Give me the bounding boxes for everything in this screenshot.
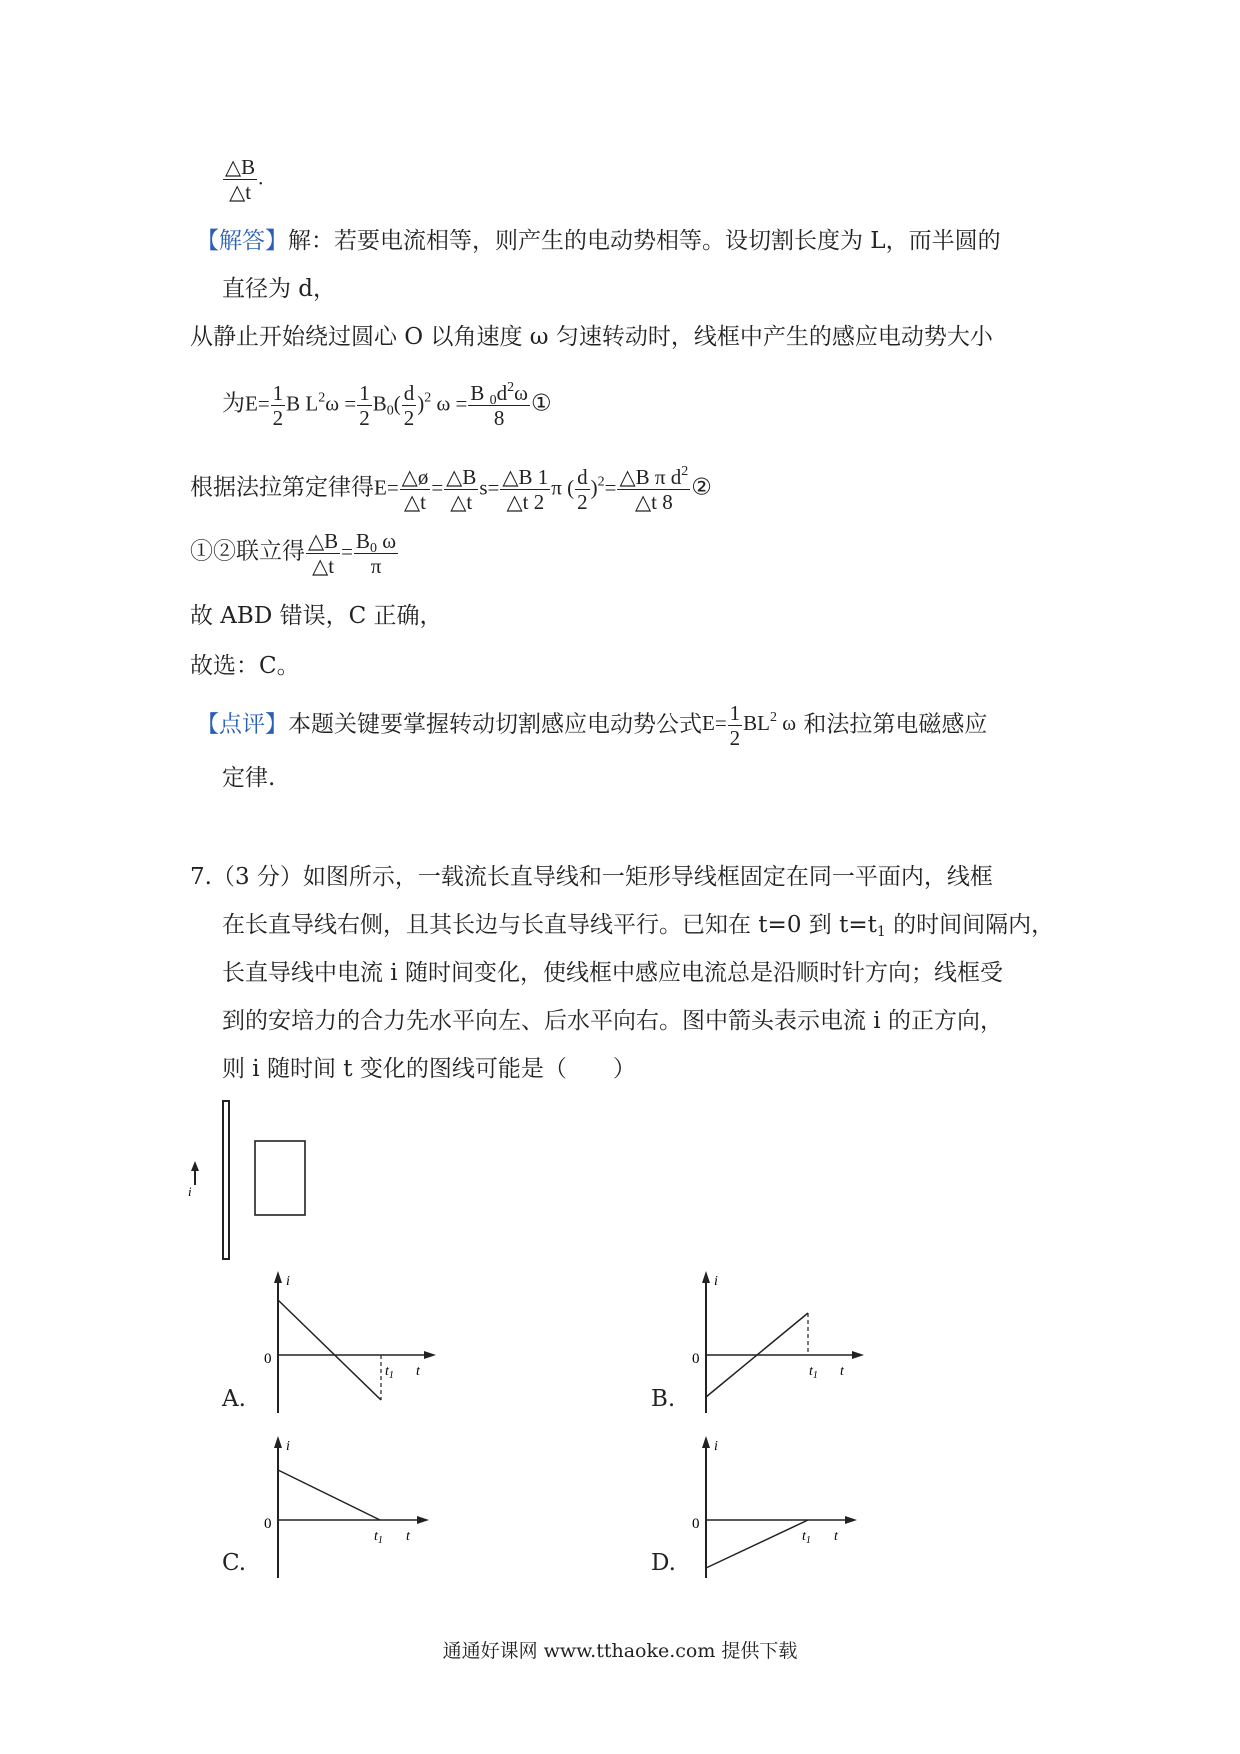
option-a-current-line [278, 1300, 381, 1400]
answer-line-1 [196, 230, 1001, 253]
option-b-y-arrow-icon [702, 1271, 710, 1283]
question-line-5: 则 i 随时间 t 变化的图线可能是（ ） [222, 1056, 636, 1082]
question-line-2-b: 的时间间隔内， [885, 912, 1055, 938]
option-c-letter: C. [222, 1550, 247, 1576]
eq1-p5: ( [393, 391, 401, 416]
eq2-f3-num: △B 1 [502, 465, 549, 489]
review-eq-num: 1 [729, 701, 741, 725]
eq1-mark: ① [530, 390, 552, 416]
option-d-y-arrow-icon [702, 1436, 710, 1448]
eq2-f2-num: △B [446, 465, 477, 489]
option-d-t1 [802, 1529, 811, 1546]
review-line-1 [196, 702, 987, 749]
option-b-t-arrow-icon [852, 1351, 864, 1359]
option-c-y-arrow-icon [274, 1436, 282, 1448]
option-c-t1 [374, 1529, 383, 1546]
option-b-letter: B. [651, 1386, 676, 1412]
eq1-f4-d: ω [514, 381, 528, 405]
eq2-pi: π ( [551, 475, 575, 500]
eq2-f1-den: △t [404, 490, 426, 515]
answer-tag: 【解答】 [196, 228, 288, 254]
option-d-current-line [706, 1520, 808, 1568]
eq1-p7: ω = [436, 391, 468, 416]
eq3-lead: ①②联立得 [190, 538, 305, 564]
eq1-f4-c: d [496, 381, 508, 405]
eq1-lead: 为 [222, 390, 245, 416]
option-b-t1-sub: 1 [812, 1370, 818, 1381]
option-c-current-line [278, 1470, 380, 1520]
wire-and-loop-figure [185, 1095, 325, 1265]
option-a-ylabel: i [286, 1274, 290, 1289]
long-straight-wire [223, 1101, 229, 1259]
eq1-f2-den: 2 [359, 406, 370, 431]
review-eq-e: E= [702, 711, 727, 736]
eq3-f2-a: B [356, 529, 371, 553]
option-a-y-arrow-icon [274, 1271, 282, 1283]
option-a-letter: A. [222, 1386, 246, 1412]
option-c-t-arrow-icon [417, 1516, 429, 1524]
option-b-t1 [809, 1364, 818, 1381]
eq1-p6: ) [417, 391, 425, 416]
option-a-origin: 0 [264, 1351, 272, 1367]
answer-line-2: 直径为 d， [222, 276, 337, 302]
option-d-t1-sub: 1 [805, 1535, 811, 1546]
eq1-e: E= [245, 391, 270, 416]
question-line-4: 到的安培力的合力先水平向左、后水平向右。图中箭头表示电流 i 的正方向， [222, 1008, 1003, 1034]
answer-select: 故选：C。 [190, 653, 300, 679]
eq2-close: ) [590, 475, 598, 500]
option-d-letter: D. [651, 1550, 676, 1576]
equation-2: 根据法拉第定律得E= $\frac{\triangle ø}{\triangle t}$ = $\frac{\triangle B}{\triangle t}$ s= $\frac{\triangle B 1}{\triangle t 2}$ π ( $\frac{d}{2}$ )$^2$= $\frac{\triangle B \pi d^2}{\triangle t 8}$ ② [190, 464, 712, 515]
option-a-t1 [385, 1364, 394, 1381]
option-a-tlabel: t [416, 1364, 420, 1379]
top-fraction [222, 156, 263, 203]
eq1-p2: ω = [325, 391, 357, 416]
eq1-f4-b: 0 [489, 393, 497, 408]
option-a-t1-main: t [385, 1364, 389, 1379]
eq1-f3-num: d [403, 381, 415, 405]
eq2-f2-den: △t [450, 490, 473, 515]
eq3-f2-c: ω [377, 529, 397, 553]
eq2-f3-den: △t 2 [506, 490, 545, 515]
current-arrowhead-icon [191, 1161, 199, 1171]
option-b-t1-main: t [809, 1364, 813, 1379]
fraction-denominator: △t [229, 180, 252, 205]
eq2-f1-num: △ø [401, 465, 429, 489]
option-a-graph [256, 1265, 441, 1415]
question-line-3: 长直导线中电流 i 随时间变化，使线框中感应电流总是沿顺时针方向；线框受 [222, 960, 1003, 986]
eq3-eq: = [341, 539, 354, 564]
eq1-p3: B [372, 391, 387, 416]
eq3-f1-num: △B [308, 529, 339, 553]
option-c-graph [256, 1430, 441, 1580]
answer-line-3: 从静止开始绕过圆心 O 以角速度 ω 匀速转动时，线框中产生的感应电动势大小 [190, 324, 993, 350]
option-d-t-arrow-icon [845, 1516, 857, 1524]
option-c-origin: 0 [264, 1516, 272, 1532]
eq2-f5-den: △t 8 [635, 490, 673, 515]
option-b-graph [684, 1265, 869, 1415]
review-tag: 【点评】 [196, 711, 288, 738]
fraction-numerator: △B [225, 155, 256, 179]
eq1-f1-num: 1 [272, 381, 284, 405]
fraction-tail: . [258, 165, 264, 190]
eq2-eqs: = [431, 475, 444, 500]
review-eq-w: ω [777, 711, 797, 736]
option-d-ylabel: i [714, 1439, 718, 1454]
option-d-t1-main: t [802, 1529, 806, 1544]
eq1-p1: B L [286, 391, 319, 416]
equation-1: 为E= $\frac{1}{2}$ B $L^2\omega$ = $\frac{1}{2}$ $B_0$( $\frac{d}{2}$ )$^2$ ω = $\frac{B _0d^2\omega}{8}$ ① [222, 380, 552, 431]
eq1-f1-den: 2 [272, 406, 284, 431]
eq2-e: E= [374, 475, 399, 500]
eq2-f4-num: d [577, 465, 588, 489]
review-eq-den: 2 [729, 726, 741, 751]
eq2-lead: 根据法拉第定律得 [190, 474, 374, 500]
option-c-t1-sub: 1 [377, 1535, 383, 1546]
option-d-tlabel: t [834, 1529, 838, 1544]
review-eq-b: BL [743, 711, 771, 736]
eq1-f4-a: B [470, 381, 490, 405]
eq2-eq: = [604, 475, 617, 500]
question-line-2 [222, 912, 1055, 940]
eq1-f2-num: 1 [359, 381, 370, 405]
footer: 通通好课网 www.tthaoke.com 提供下载 [442, 1640, 798, 1662]
option-b-ylabel: i [714, 1274, 718, 1289]
eq1-p4: 0 [386, 403, 394, 419]
eq2-s: s= [479, 475, 500, 500]
question-line-1: 7.（3 分）如图所示，一载流长直导线和一矩形导线框固定在同一平面内，线框 [190, 864, 993, 890]
option-a-t1-sub: 1 [388, 1370, 394, 1381]
rectangular-loop [255, 1141, 305, 1215]
review-line-2: 定律. [222, 765, 276, 791]
review-text-2: 和法拉第电磁感应 [803, 711, 988, 738]
option-a-t-arrow-icon [424, 1351, 436, 1359]
current-label: i [188, 1184, 192, 1199]
eq3-f2-b: 0 [370, 541, 378, 556]
eq2-f5-num: △B π d [619, 465, 682, 489]
question-line-2-sub: 1 [876, 924, 886, 940]
eq3-f2-den: π [370, 554, 382, 579]
answer-abd: 故 ABD 错误，C 正确， [190, 603, 443, 629]
option-d-origin: 0 [692, 1516, 700, 1532]
review-eq-sup: 2 [770, 710, 778, 726]
question-line-2-a: 在长直导线右侧，且其长边与长直导线平行。已知在 t=0 到 t=t [222, 912, 877, 938]
option-c-t1-main: t [374, 1529, 378, 1544]
equation-3 [190, 530, 399, 577]
answer-text-1: 解：若要电流相等，则产生的电动势相等。设切割长度为 L，而半圆的 [288, 228, 1001, 254]
eq1-f4-den: 8 [493, 406, 505, 431]
option-d-graph [684, 1430, 869, 1580]
eq3-f1-den: △t [312, 554, 335, 579]
review-text-1: 本题关键要掌握转动切割感应电动势公式 [288, 711, 702, 738]
option-c-tlabel: t [406, 1529, 410, 1544]
option-b-tlabel: t [840, 1364, 844, 1379]
eq2-mark: ② [691, 474, 712, 500]
eq2-f4-den: 2 [577, 490, 588, 515]
option-b-origin: 0 [692, 1351, 700, 1367]
option-c-ylabel: i [286, 1439, 290, 1454]
eq1-f3-den: 2 [403, 406, 415, 431]
